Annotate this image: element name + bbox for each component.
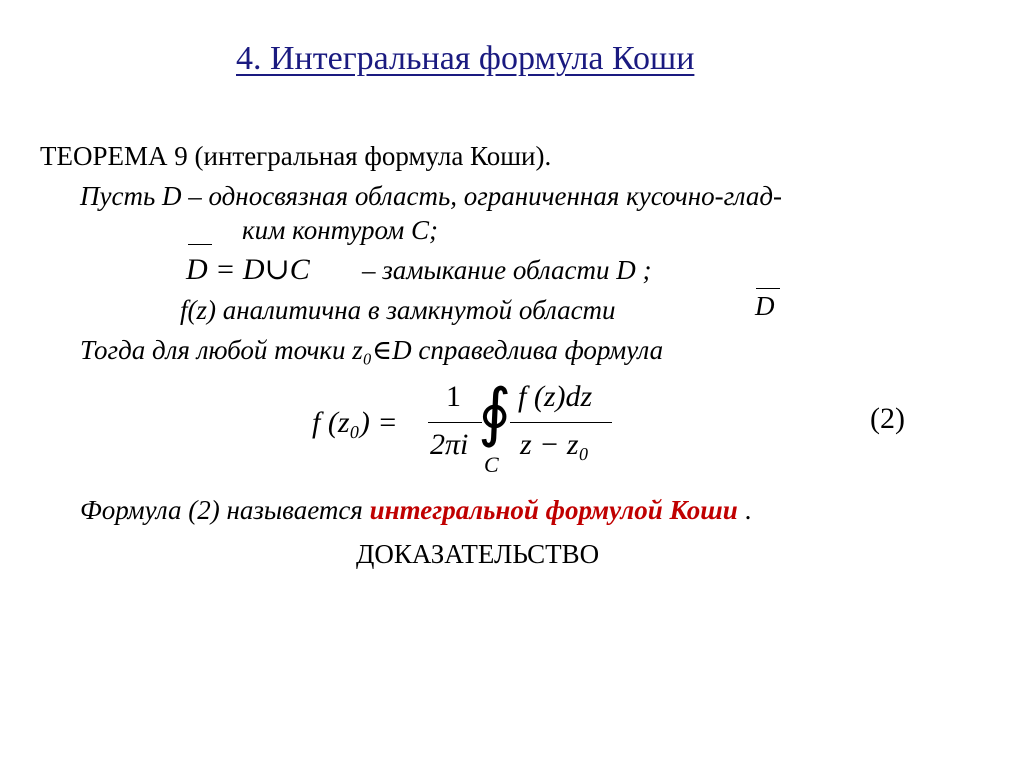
theorem-line-4: f(z) аналитична в замкнутой области [180,295,616,325]
integral-sign: ∮ [478,377,512,448]
formula-lhs: f (z₀) = [312,406,398,439]
closure-text: – замыкание области D ; [362,255,652,285]
named-suffix: . [744,495,752,525]
closure-formula: D = D∪C [186,253,310,286]
named-term: интегральной формулой Коши [369,495,738,525]
formula-coef-bar [428,422,482,423]
formula-numerator: f (z)dz [518,380,593,413]
formula-fraction-bar [510,422,612,423]
formula-coef-denominator: 2πi [430,428,469,461]
theorem-heading: ТЕОРЕМА 9 (интегральная формула Коши). [40,141,552,171]
closure-overline-2 [756,288,780,289]
named-prefix: Формула (2) называется [80,495,363,525]
theorem-line-5: Тогда для любой точки z₀∈D справедлива формула [80,335,664,365]
closure-overline [188,244,212,245]
integral-contour: C [484,452,499,477]
closure-symbol: D [755,291,775,321]
theorem-line-2: ким контуром C; [242,215,439,245]
formula-number: (2) [870,402,905,435]
proof-heading: ДОКАЗАТЕЛЬСТВО [356,539,600,569]
formula-denominator: z − z₀ [520,428,590,461]
slide-title: 4. Интегральная формула Коши [236,40,695,77]
formula-coef-numerator: 1 [446,380,461,413]
named-formula-line [80,494,751,526]
theorem-line-1: Пусть D – односвязная область, ограниченная кусочно-глад- [80,181,783,211]
